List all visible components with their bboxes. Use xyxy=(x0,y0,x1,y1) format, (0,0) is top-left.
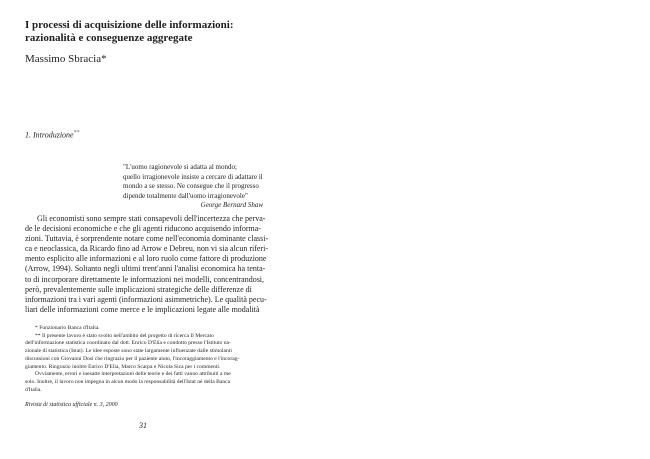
footnote-line: * Funzionario Banca d'Italia. xyxy=(35,325,100,331)
footnote-line: discussioni con Giovanni Dosi che ringrazio per il paziente aiuto, l'incoraggiamento e l'incorag- xyxy=(25,355,240,362)
epigraph-attribution: George Bernard Shaw xyxy=(200,201,263,210)
body-line: to di incorporare direttamente le informazioni nei modelli, concentrandosi, xyxy=(25,274,265,284)
footnote-line: Ovviamente, errori e inesatte interpretazioni delle teorie e dei fatti vanno attribuiti a me xyxy=(35,371,231,378)
body-line: (Arrow, 1994). Soltanto negli ultimi trent'anni l'analisi economica ha tenta- xyxy=(25,264,266,274)
footnote-line: d'Italia. xyxy=(25,386,42,393)
section-heading xyxy=(25,130,80,140)
body-paragraph xyxy=(25,214,275,315)
body-line: informazioni tra i vari agenti (informazioni asimmetriche). Le qualità pecu- xyxy=(25,294,267,304)
epigraph-line: quello irragionevole insiste a cercare di adattare il xyxy=(123,172,263,181)
body-line: de le decisioni economiche e che gli agenti riducono acquisendo informa- xyxy=(25,224,261,234)
author-name: Massimo Sbracia* xyxy=(25,53,107,65)
body-line: zioni. Tuttavia, è sorprendente notare come nell'economia dominante classi- xyxy=(25,234,269,244)
article-title xyxy=(25,19,355,45)
footnote-line: zionale di statistica (Istat). Le idee esposte sono state largamente influenzate dalle stimolanti xyxy=(25,348,232,355)
footnote-line: ** Il presente lavoro è stato svolto nell'ambito del progetto di ricerca Il Mercato xyxy=(35,332,214,339)
footnote-line: giamento. Ringrazio inoltre Enrico D'Elia, Marco Scarpa e Nicola Sica per i commenti. xyxy=(25,363,221,370)
body-line: ca e neoclassica, da Ricardo fino ad Arrow e Debreu, non vi sia alcun riferi- xyxy=(25,244,269,254)
footnote-mark: ** xyxy=(73,130,80,136)
body-line: mento esplicito alle informazioni e al loro ruolo come fattore di produzione xyxy=(25,254,267,264)
title-line: I processi di acquisizione delle informazioni: xyxy=(25,19,234,31)
epigraph xyxy=(123,163,263,211)
section-heading-text: 1. Introduzione xyxy=(25,130,74,140)
epigraph-line: dipende totalmente dall'uomo irragionevole" xyxy=(123,191,248,200)
journal-citation: Rivista di statistica ufficiale n. 3, 2000 xyxy=(25,402,118,408)
footnote-line: solo. Inoltre, il lavoro non impegna in alcun modo la responsabilità dell'Istat né della Banca xyxy=(25,378,231,385)
footnotes xyxy=(25,325,265,394)
body-line: liari delle informazioni come merce e le implicazioni legate alle modalità xyxy=(25,304,260,314)
epigraph-line: mondo a se stesso. Ne consegue che il progresso xyxy=(123,182,259,191)
epigraph-line: "L'uomo ragionevole si adatta al mondo; xyxy=(123,163,237,171)
footnote-line: dell'informazione statistica coordinato dal dott. Enrico D'Elia e condotto presso l'Istituto na- xyxy=(25,340,231,347)
title-line: razionalità e conseguenze aggregate xyxy=(25,32,193,44)
body-line: Gli economisti sono sempre stati consapevoli dell'incertezza che perva- xyxy=(37,214,266,223)
body-line: però, prevalentemente sulle implicazioni strategiche delle differenze di xyxy=(25,284,252,294)
page-number: 31 xyxy=(139,421,147,430)
